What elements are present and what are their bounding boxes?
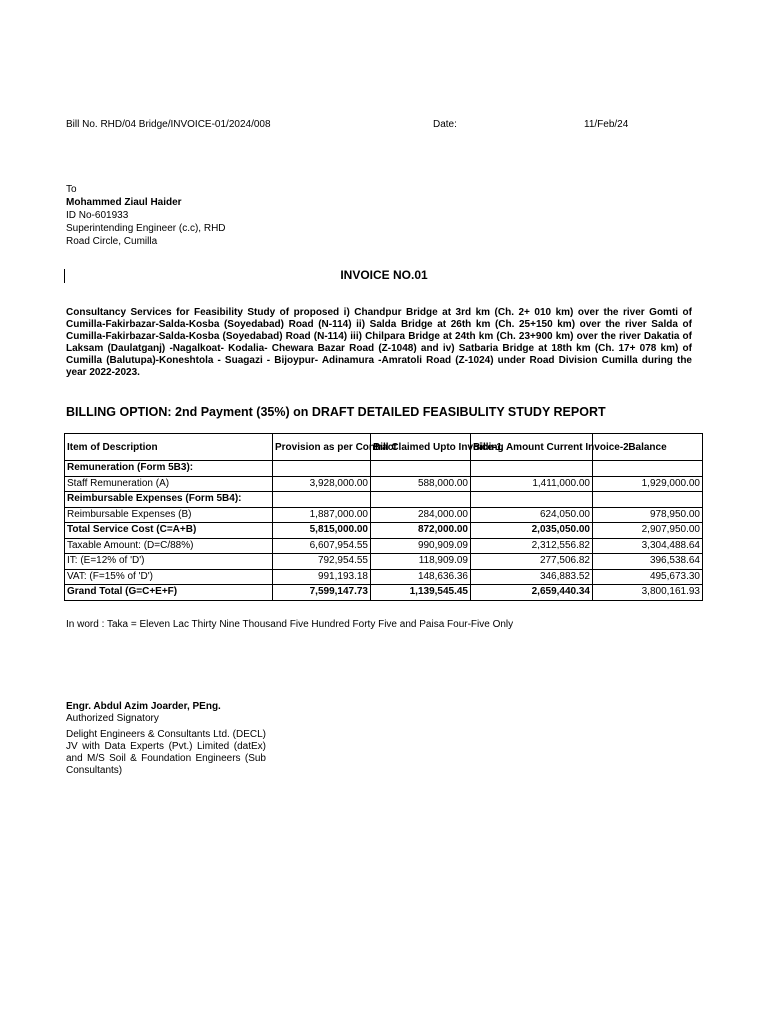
table-cell: 6,607,954.55 xyxy=(273,538,371,554)
recipient-to: To xyxy=(66,184,77,195)
date-label: Date: xyxy=(433,119,457,130)
recipient-designation: Superintending Engineer (c.c), RHD xyxy=(66,223,226,234)
table-row xyxy=(65,476,703,492)
table-cell xyxy=(471,461,593,477)
table-cell: IT: (E=12% of 'D') xyxy=(65,554,273,570)
table-row xyxy=(65,523,703,539)
table-cell: Remuneration (Form 5B3): xyxy=(65,461,273,477)
table-cell: 5,815,000.00 xyxy=(273,523,371,539)
billing-option-heading: BILLING OPTION: 2nd Payment (35%) on DRAFT DETAILED FEASIBULITY STUDY REPORT xyxy=(66,405,606,419)
table-header-cell: Provision as per Contract xyxy=(273,434,371,461)
recipient-id: ID No-601933 xyxy=(66,210,129,221)
table-row xyxy=(65,538,703,554)
consultant-name: Delight Engineers & Consultants Ltd. (DECL) JV with Data Experts (Pvt.) Limited (datEx) and M/S Soil & Foundation Engineers (Sub Consultants) xyxy=(66,729,266,776)
table-cell: 1,887,000.00 xyxy=(273,507,371,523)
table-cell xyxy=(273,492,371,508)
table-cell: Grand Total (G=C+E+F) xyxy=(65,585,273,601)
table-cell xyxy=(471,492,593,508)
table-cell: Staff Remuneration (A) xyxy=(65,476,273,492)
billing-table xyxy=(64,433,703,601)
table-cell: 148,636.36 xyxy=(371,569,471,585)
table-cell xyxy=(273,461,371,477)
table-header-cell: Item of Description xyxy=(65,434,273,461)
table-cell: 2,312,556.82 xyxy=(471,538,593,554)
table-header-cell: Billing Amount Current Invoice-2 xyxy=(471,434,593,461)
table-cell: 495,673.30 xyxy=(593,569,703,585)
table-row xyxy=(65,492,703,508)
table-row xyxy=(65,461,703,477)
table-cell xyxy=(593,492,703,508)
scope-description: Consultancy Services for Feasibility Study of proposed i) Chandpur Bridge at 3rd km (Ch. 2+ 010 km) over the river Gomti of Cumilla-Fakirbazar-Salda-Kosba (Soyedabad) Road (N-114) ii) Salda Bridge at 26th km (Ch. 25+150 km) over the river Salda of Cumilla-Fakirbazar-Salda-Kosba (Soyedabad) Road (N-114) iii) Chilpara Bridge at 24th km (Ch. 23+900 km) over the river Dakatia of Laksam (Daulatganj) -Nagalkoat- Kodalia- Chewara Bazar Road (Z-1048) and iv) Satbaria Bridge at 18th km (Ch. 17+ 078 km) of Cumilla (Balutupa)-Koneshtola - Suagazi - Bijoypur- Adinamura -Amratoli Road (Z-1024) under Road Division Cumilla during the year 2022-2023. xyxy=(66,307,692,378)
recipient-office: Road Circle, Cumilla xyxy=(66,236,158,247)
table-cell: 3,928,000.00 xyxy=(273,476,371,492)
bill-number: Bill No. RHD/04 Bridge/INVOICE-01/2024/008 xyxy=(66,119,271,130)
table-cell: 2,907,950.00 xyxy=(593,523,703,539)
table-cell: Taxable Amount: (D=C/88%) xyxy=(65,538,273,554)
table-header-cell: Bill Claimed Upto Invoice-1 xyxy=(371,434,471,461)
table-header-cell: Balance xyxy=(593,434,703,461)
table-cell: 277,506.82 xyxy=(471,554,593,570)
table-cell: 1,139,545.45 xyxy=(371,585,471,601)
table-cell: 118,909.09 xyxy=(371,554,471,570)
date-value: 11/Feb/24 xyxy=(584,119,629,130)
table-cell: 2,035,050.00 xyxy=(471,523,593,539)
table-cell xyxy=(371,492,471,508)
table-cell: 1,929,000.00 xyxy=(593,476,703,492)
table-cell: 872,000.00 xyxy=(371,523,471,539)
table-cell: 3,800,161.93 xyxy=(593,585,703,601)
table-row xyxy=(65,569,703,585)
signatory-name: Engr. Abdul Azim Joarder, PEng. xyxy=(66,701,221,712)
table-cell: 7,599,147.73 xyxy=(273,585,371,601)
table-row xyxy=(65,554,703,570)
amount-in-words: In word : Taka = Eleven Lac Thirty Nine Thousand Five Hundred Forty Five and Paisa Four-Five Only xyxy=(66,619,514,630)
table-cell: 2,659,440.34 xyxy=(471,585,593,601)
table-row xyxy=(65,507,703,523)
table-cell xyxy=(593,461,703,477)
table-row xyxy=(65,585,703,601)
table-header-row xyxy=(65,434,703,461)
table-cell: 990,909.09 xyxy=(371,538,471,554)
signatory-block xyxy=(66,701,221,725)
recipient-address xyxy=(66,183,226,248)
table-cell: 396,538.64 xyxy=(593,554,703,570)
recipient-name: Mohammed Ziaul Haider xyxy=(66,197,182,208)
table-cell: 346,883.52 xyxy=(471,569,593,585)
table-cell: 588,000.00 xyxy=(371,476,471,492)
table-cell: Reimbursable Expenses (Form 5B4): xyxy=(65,492,273,508)
table-cell: Reimbursable Expenses (B) xyxy=(65,507,273,523)
table-cell: 284,000.00 xyxy=(371,507,471,523)
invoice-title: INVOICE NO.01 xyxy=(340,268,428,282)
table-cell: 792,954.55 xyxy=(273,554,371,570)
table-cell: VAT: (F=15% of 'D') xyxy=(65,569,273,585)
table-cell: 1,411,000.00 xyxy=(471,476,593,492)
table-cell xyxy=(371,461,471,477)
table-cell: 3,304,488.64 xyxy=(593,538,703,554)
table-cell: Total Service Cost (C=A+B) xyxy=(65,523,273,539)
table-cell: 624,050.00 xyxy=(471,507,593,523)
table-cell: 978,950.00 xyxy=(593,507,703,523)
table-cell: 991,193.18 xyxy=(273,569,371,585)
signatory-title: Authorized Signatory xyxy=(66,713,159,724)
